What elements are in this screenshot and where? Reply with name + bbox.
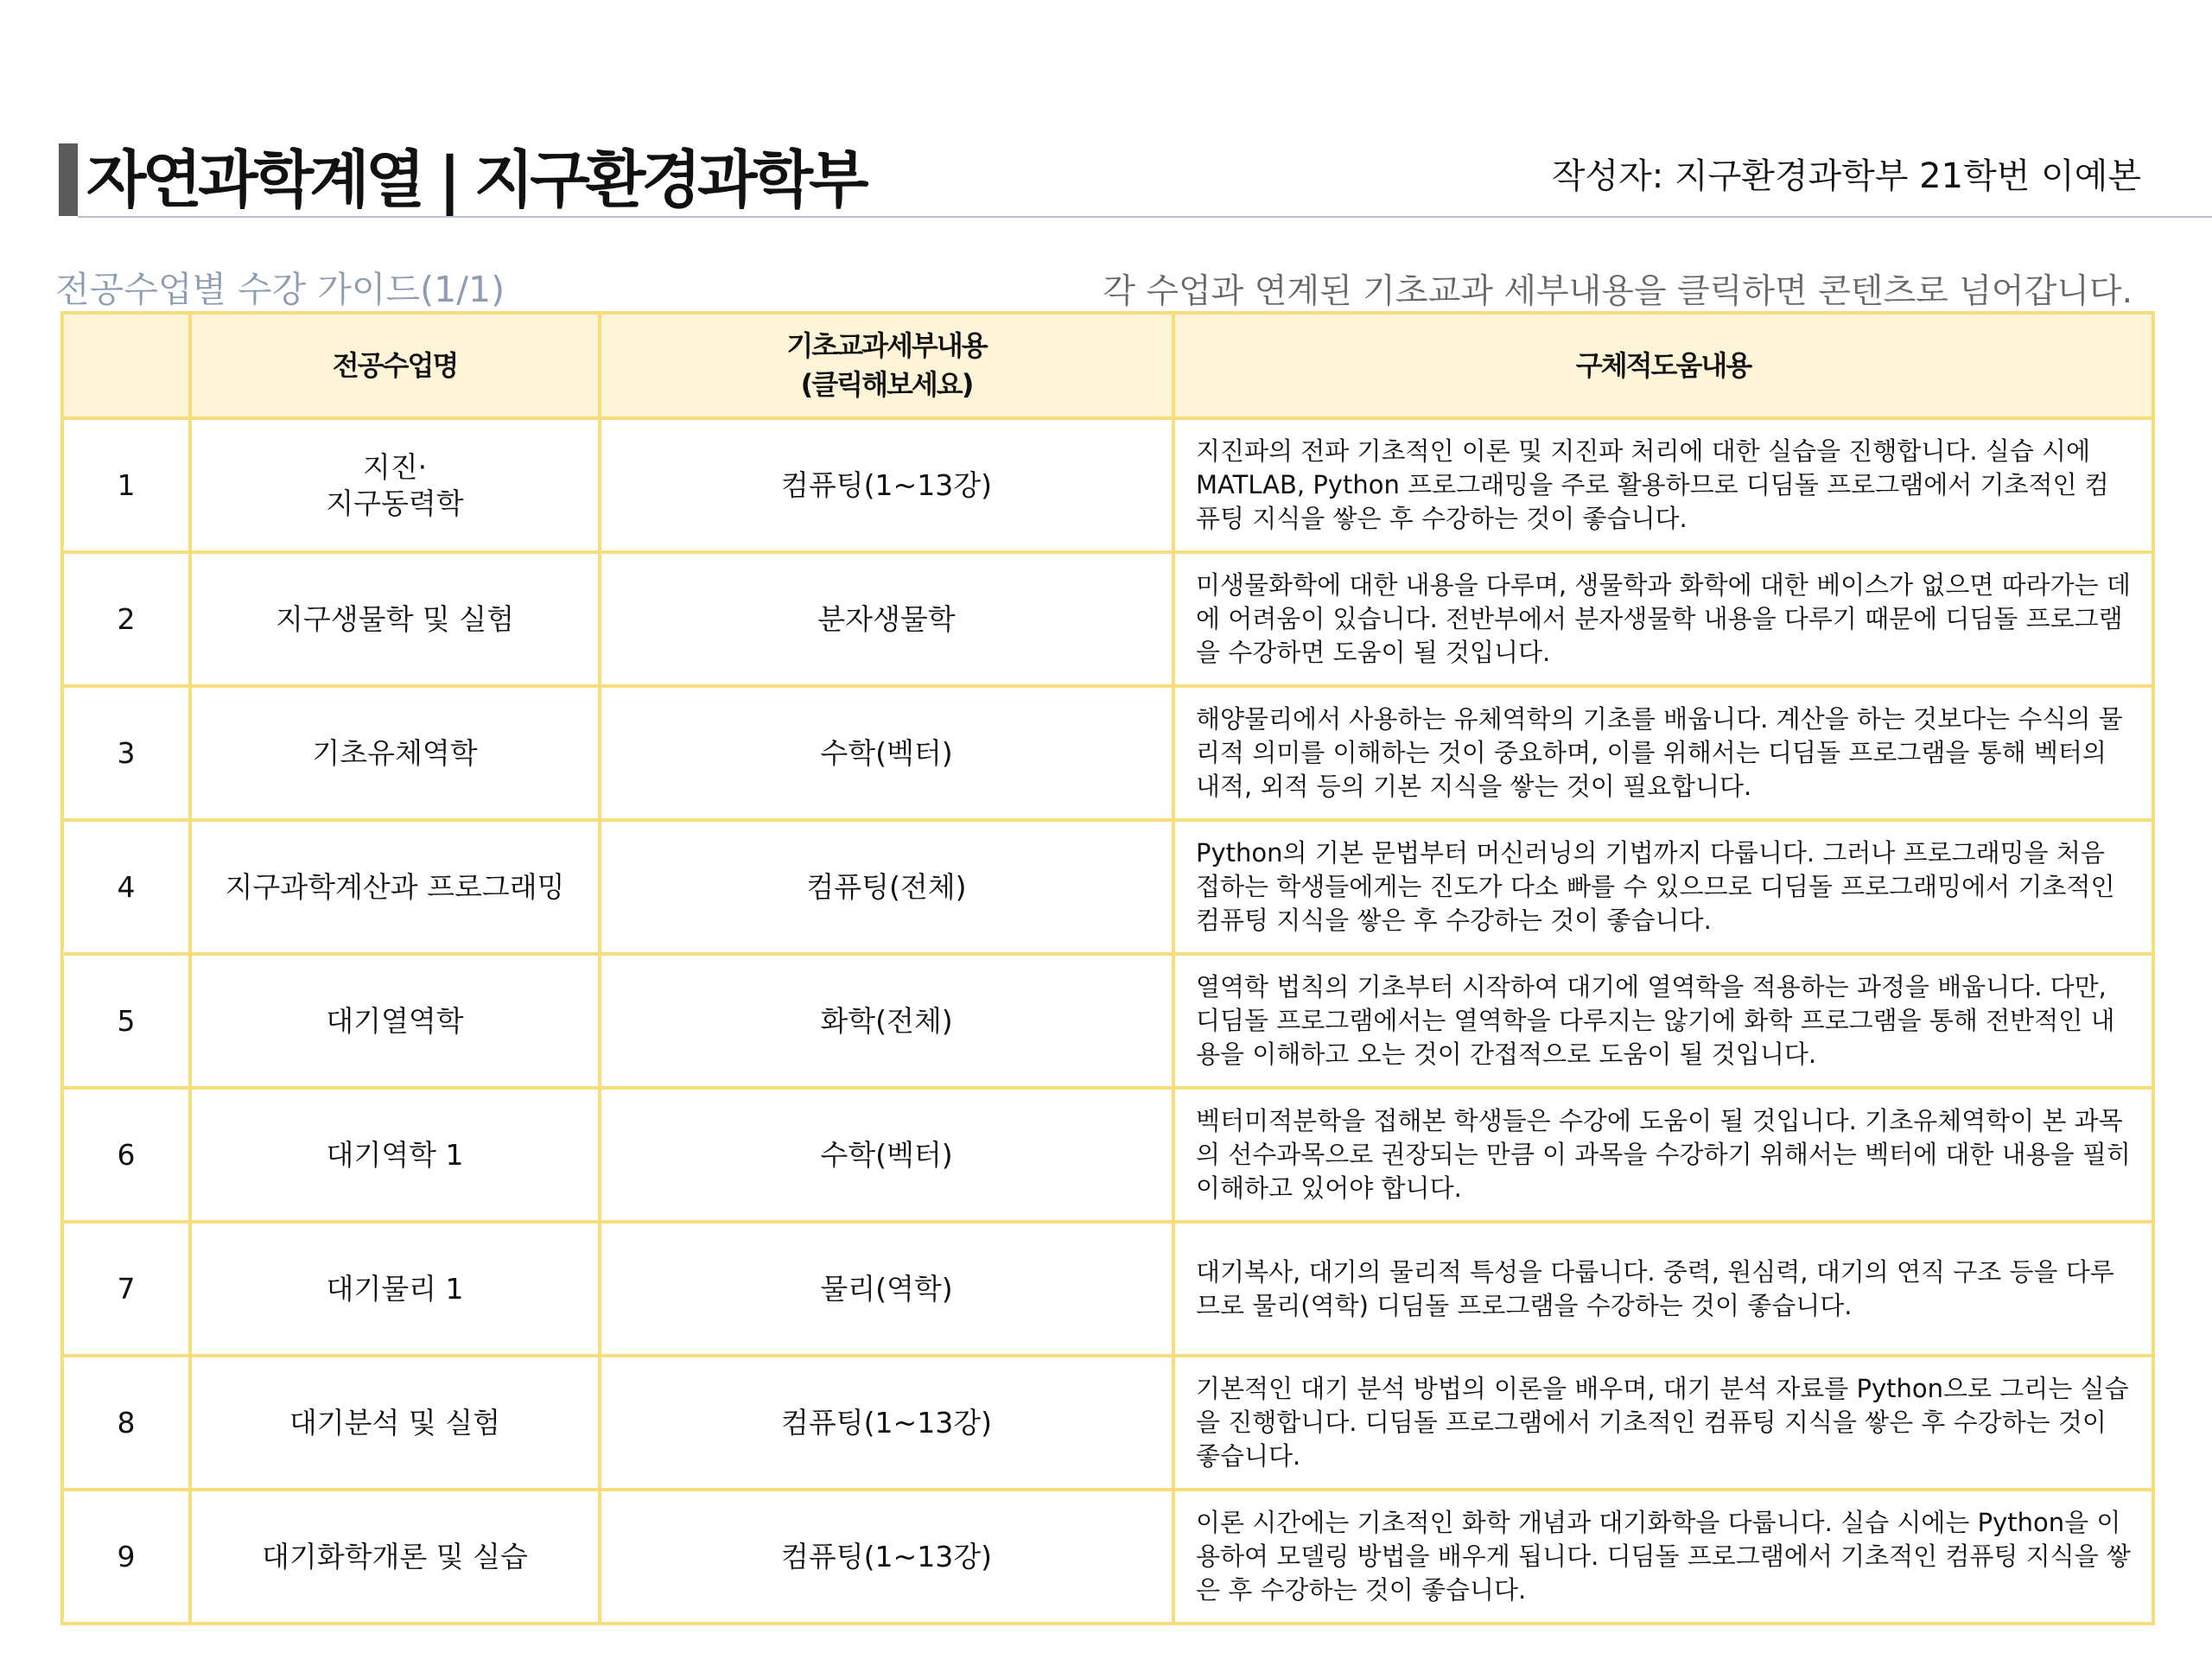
click-instruction: 각 수업과 연계된 기초교과 세부내용을 클릭하면 콘텐츠로 넘어갑니다. — [1103, 272, 2133, 311]
row-number: 3 — [62, 686, 190, 820]
header-basic-content-hint: (클릭해보세요) — [800, 368, 973, 401]
row-number: 9 — [62, 1490, 190, 1624]
help-description: 해양물리에서 사용하는 유체역학의 기초를 배웁니다. 계산을 하는 것보다는 수식의 물리적 의미를 이해하는 것이 중요하며, 이를 위해서는 디딤돌 프로그램을 통해 벡터의 내적, 외적 등의 기본 지식을 쌓는 것이 필요합니다. — [1173, 686, 2153, 820]
page-title: 자연과학계열 | 지구환경과학부 — [86, 143, 865, 216]
basic-content-link[interactable]: 화학(전체) — [600, 954, 1173, 1088]
help-description: 기본적인 대기 분석 방법의 이론을 배우며, 대기 분석 자료를 Python으로 그리는 실습을 진행합니다. 디딤돌 프로그램에서 기초적인 컴퓨팅 지식을 쌓은 후 수강하는 것이 좋습니다. — [1173, 1356, 2153, 1490]
title-accent-bar — [59, 143, 78, 216]
help-description: 미생물화학에 대한 내용을 다루며, 생물학과 화학에 대한 베이스가 없으면 따라가는 데에 어려움이 있습니다. 전반부에서 분자생물학 내용을 다루기 때문에 디딤돌 프로그램을 수강하면 도움이 될 것입니다. — [1173, 552, 2153, 686]
course-name-line: 지구동력학 — [326, 486, 464, 520]
header-basic-content — [600, 313, 1173, 418]
help-description: 지진파의 전파 기초적인 이론 및 지진파 처리에 대한 실습을 진행합니다. 실습 시에 MATLAB, Python 프로그래밍을 주로 활용하므로 디딤돌 프로그램에서 기초적인 컴퓨팅 지식을 쌓은 후 수강하는 것이 좋습니다. — [1173, 418, 2153, 552]
row-number: 5 — [62, 954, 190, 1088]
author-credit: 작성자: 지구환경과학부 21학번 이예본 — [1551, 156, 2141, 196]
course-name: 지구생물학 및 실험 — [190, 552, 600, 686]
row-number: 1 — [62, 418, 190, 552]
table-row — [62, 418, 2153, 552]
guide-subtitle: 전공수업별 수강 가이드(1/1) — [55, 269, 505, 310]
table-row — [62, 686, 2153, 820]
course-name: 대기물리 1 — [190, 1222, 600, 1356]
table-row — [62, 820, 2153, 954]
basic-content-link[interactable]: 물리(역학) — [600, 1222, 1173, 1356]
course-name: 지구과학계산과 프로그래밍 — [190, 820, 600, 954]
table-row — [62, 1088, 2153, 1222]
help-description: 대기복사, 대기의 물리적 특성을 다룹니다. 중력, 원심력, 대기의 연직 구조 등을 다루므로 물리(역학) 디딤돌 프로그램을 수강하는 것이 좋습니다. — [1173, 1222, 2153, 1356]
course-name — [190, 418, 600, 552]
table-header-row — [62, 313, 2153, 418]
header-number — [62, 313, 190, 418]
row-number: 7 — [62, 1222, 190, 1356]
header-help-content: 구체적도움내용 — [1173, 313, 2153, 418]
table-row — [62, 1490, 2153, 1624]
table-row — [62, 1222, 2153, 1356]
row-number: 8 — [62, 1356, 190, 1490]
basic-content-link[interactable]: 컴퓨팅(1~13강) — [600, 418, 1173, 552]
help-description: 이론 시간에는 기초적인 화학 개념과 대기화학을 다룹니다. 실습 시에는 Python을 이용하여 모델링 방법을 배우게 됩니다. 디딤돌 프로그램에서 기초적인 컴퓨팅 지식을 쌓은 후 수강하는 것이 좋습니다. — [1173, 1490, 2153, 1624]
row-number: 4 — [62, 820, 190, 954]
basic-content-link[interactable]: 수학(벡터) — [600, 1088, 1173, 1222]
help-description: 열역학 법칙의 기초부터 시작하여 대기에 열역학을 적용하는 과정을 배웁니다. 다만, 디딤돌 프로그램에서는 열역학을 다루지는 않기에 화학 프로그램을 통해 전반적인 내용을 이해하고 오는 것이 간접적으로 도움이 될 것입니다. — [1173, 954, 2153, 1088]
course-name: 기초유체역학 — [190, 686, 600, 820]
row-number: 6 — [62, 1088, 190, 1222]
help-description: Python의 기본 문법부터 머신러닝의 기법까지 다룹니다. 그러나 프로그래밍을 처음 접하는 학생들에게는 진도가 다소 빠를 수 있으므로 디딤돌 프로그래밍에서 기초적인 컴퓨팅 지식을 쌓은 후 수강하는 것이 좋습니다. — [1173, 820, 2153, 954]
table-row — [62, 954, 2153, 1088]
basic-content-link[interactable]: 수학(벡터) — [600, 686, 1173, 820]
course-name: 대기열역학 — [190, 954, 600, 1088]
basic-content-link[interactable]: 분자생물학 — [600, 552, 1173, 686]
header-basic-content-title: 기초교과세부내용 — [786, 329, 987, 362]
header-divider — [78, 216, 2212, 218]
table-row — [62, 1356, 2153, 1490]
basic-content-link[interactable]: 컴퓨팅(1~13강) — [600, 1356, 1173, 1490]
basic-content-link[interactable]: 컴퓨팅(1~13강) — [600, 1490, 1173, 1624]
course-name: 대기역학 1 — [190, 1088, 600, 1222]
course-guide-table — [60, 311, 2155, 1625]
basic-content-link[interactable]: 컴퓨팅(전체) — [600, 820, 1173, 954]
course-name-line: 지진· — [362, 449, 428, 484]
course-name: 대기화학개론 및 실습 — [190, 1490, 600, 1624]
table-row — [62, 552, 2153, 686]
row-number: 2 — [62, 552, 190, 686]
help-description: 벡터미적분학을 접해본 학생들은 수강에 도움이 될 것입니다. 기초유체역학이 본 과목의 선수과목으로 권장되는 만큼 이 과목을 수강하기 위해서는 벡터에 대한 내용을 필히 이해하고 있어야 합니다. — [1173, 1088, 2153, 1222]
course-name: 대기분석 및 실험 — [190, 1356, 600, 1490]
header-course-name: 전공수업명 — [190, 313, 600, 418]
